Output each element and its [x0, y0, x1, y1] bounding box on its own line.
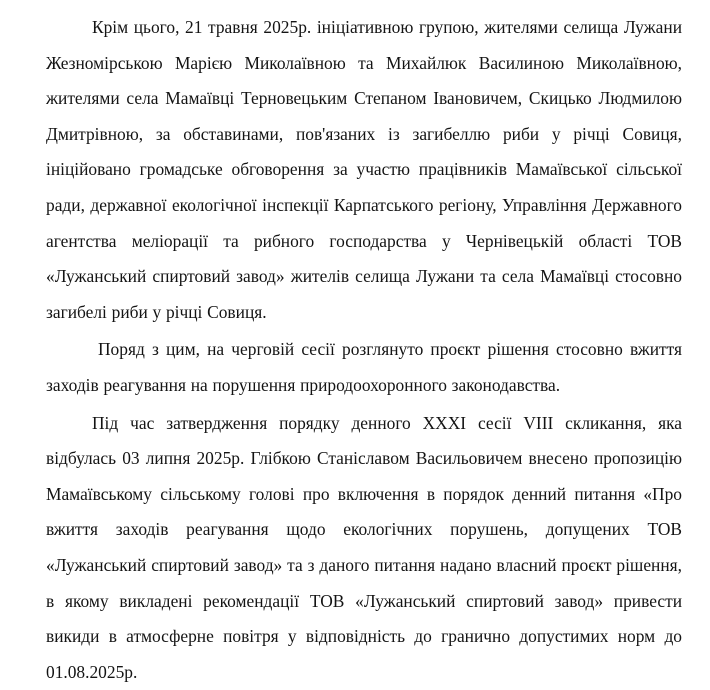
paragraph-1: Крім цього, 21 травня 2025р. ініціативною групою, жителями селища Лужани Жезномірською Марією Миколаївною та Михайлюк Василиною Миколаївною, жителями села Мамаївці Терновецьким Степаном Івановичем, Скицько Людмилою Дмитрівною, за обставинами, пов'язаних із загибеллю риби у річці Совиця, ініційовано громадське обговорення за участю працівників Мамаївської сільської ради, державної екологічної інспекції Карпатського регіону, Управління Державного агентства меліорації та рибного господарства у Чернівецькій області ТОВ «Лужанський спиртовий завод» жителів селища Лужани та села Мамаївці стосовно загибелі риби у річці Совиця. — [46, 17, 682, 322]
document-body — [46, 10, 682, 690]
paragraph-3: Під час затвердження порядку денного XXXI сесії VIII скликання, яка відбулась 03 липня 2025р. Глібкою Станіславом Васильовичем внесено пропозицію Мамаївському сільському голові про включення в порядок денний питання «Про вжиття заходів реагування щодо екологічних порушень, допущених ТОВ «Лужанський спиртовий завод» та з даного питання надано власний проєкт рішення, в якому викладені рекомендації ТОВ «Лужанський спиртовий завод» привести викиди в атмосферне повітря у відповідність до гранично допустимих норм до 01.08.2025р. — [46, 412, 682, 682]
paragraph-2: Поряд з цим, на черговій сесії розглянуто проєкт рішення стосовно вжиття заходів реагування на порушення природоохоронного законодавства. — [46, 339, 682, 395]
